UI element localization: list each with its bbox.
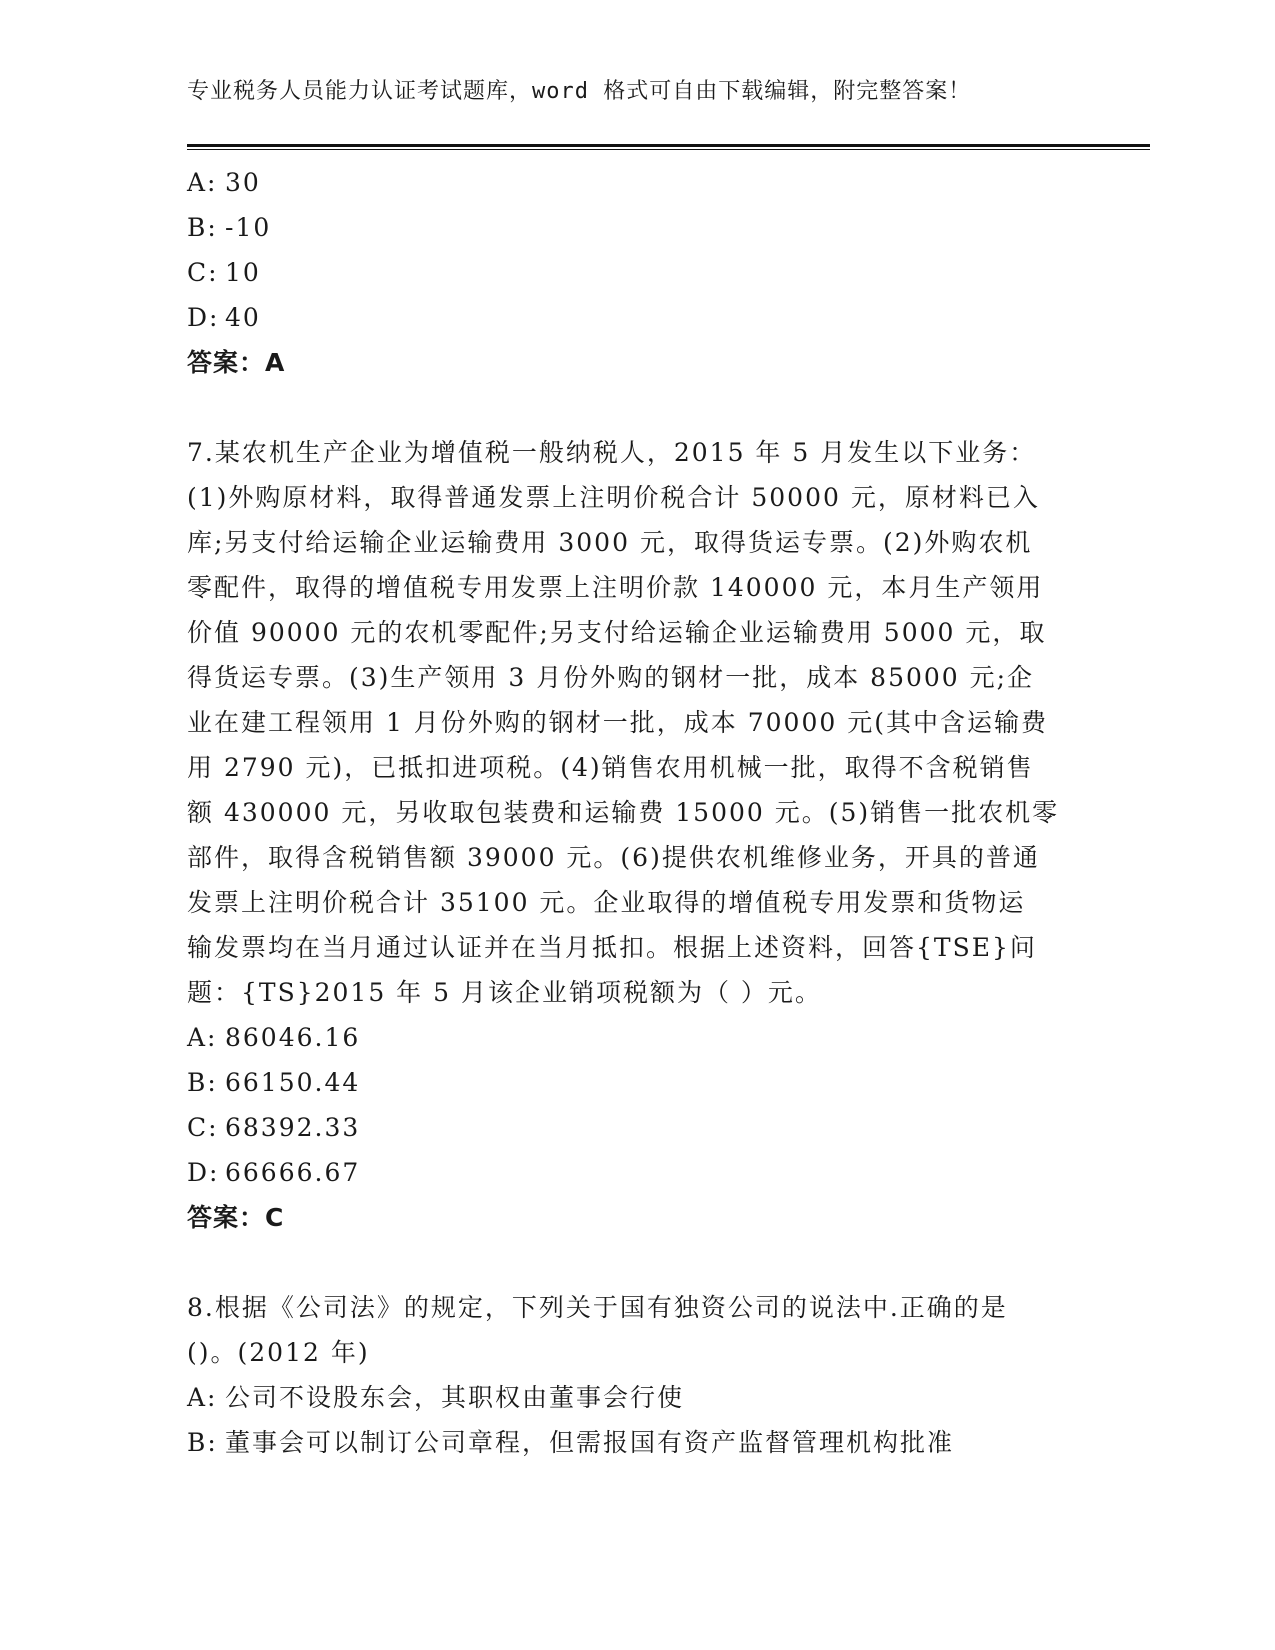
option-label: A:	[187, 168, 218, 197]
q8-line: 8.根据《公司法》的规定，下列关于国有独资公司的说法中.正确的是	[187, 1293, 1008, 1322]
q7-line: 额 430000 元，另收取包装费和运输费 15000 元。(5)销售一批农机零	[187, 798, 1060, 827]
q7-line: 输发票均在当月通过认证并在当月抵扣。根据上述资料，回答{TSE}问	[187, 933, 1037, 962]
q6-answer: 答案：A	[187, 348, 286, 377]
q7-line: 得货运专票。(3)生产领用 3 月份外购的钢材一批，成本 85000 元;企	[187, 663, 1035, 692]
option-label: D:	[187, 303, 220, 332]
q7-line: 用 2790 元)，已抵扣进项税。(4)销售农用机械一批，取得不含税销售	[187, 753, 1034, 782]
option-text: 66666.67	[225, 1158, 361, 1187]
q7-option-b	[187, 1060, 1087, 1105]
option-label: B:	[187, 213, 218, 242]
option-text: 公司不设股东会，其职权由董事会行使	[225, 1383, 685, 1412]
q7-option-c	[187, 1105, 1087, 1150]
q6-option-a	[187, 160, 1087, 205]
spacer	[187, 1240, 1087, 1285]
q6-option-d	[187, 295, 1087, 340]
page-header: 专业税务人员能力认证考试题库，word 格式可自由下载编辑，附完整答案！	[187, 79, 972, 104]
option-text: 86046.16	[225, 1023, 361, 1052]
option-text: 68392.33	[225, 1113, 361, 1142]
option-text: 10	[225, 258, 261, 287]
q8-option-b	[187, 1420, 1087, 1465]
q7-line: 7.某农机生产企业为增值税一般纳税人，2015 年 5 月发生以下业务：	[187, 438, 1037, 467]
spacer	[187, 385, 1087, 430]
q7-line: (1)外购原材料，取得普通发票上注明价税合计 50000 元，原材料已入	[187, 483, 1040, 512]
option-label: C:	[187, 1113, 219, 1142]
option-text: -10	[225, 213, 272, 242]
q7-line: 库;另支付给运输企业运输费用 3000 元，取得货运专票。(2)外购农机	[187, 528, 1033, 557]
option-label: A:	[187, 1383, 218, 1412]
option-text: 董事会可以制订公司章程，但需报国有资产监督管理机构批准	[225, 1428, 955, 1457]
q7-line: 业在建工程领用 1 月份外购的钢材一批，成本 70000 元(其中含运输费	[187, 708, 1048, 737]
q7-line: 题：{TS}2015 年 5 月该企业销项税额为（ ）元。	[187, 978, 822, 1007]
q7-answer: 答案：C	[187, 1203, 285, 1232]
q7-line: 价值 90000 元的农机零配件;另支付给运输企业运输费用 5000 元，取	[187, 618, 1047, 647]
option-text: 30	[225, 168, 261, 197]
q7-line: 零配件，取得的增值税专用发票上注明价款 140000 元，本月生产领用	[187, 573, 1044, 602]
header-rule-thin	[187, 149, 1150, 150]
q6-option-c	[187, 250, 1087, 295]
option-label: A:	[187, 1023, 218, 1052]
option-label: B:	[187, 1428, 218, 1457]
q7-option-a	[187, 1015, 1087, 1060]
q8-option-a	[187, 1375, 1087, 1420]
q7-line: 部件，取得含税销售额 39000 元。(6)提供农机维修业务，开具的普通	[187, 843, 1040, 872]
option-text: 40	[225, 303, 261, 332]
option-text: 66150.44	[225, 1068, 361, 1097]
q6-option-b	[187, 205, 1087, 250]
option-label: B:	[187, 1068, 218, 1097]
q7-option-d	[187, 1150, 1087, 1195]
document-body	[187, 160, 1087, 1465]
header-rule-thick	[187, 144, 1150, 147]
option-label: D:	[187, 1158, 220, 1187]
option-label: C:	[187, 258, 219, 287]
q8-line: ()。(2012 年)	[187, 1338, 370, 1367]
q7-line: 发票上注明价税合计 35100 元。企业取得的增值税专用发票和货物运	[187, 888, 1026, 917]
